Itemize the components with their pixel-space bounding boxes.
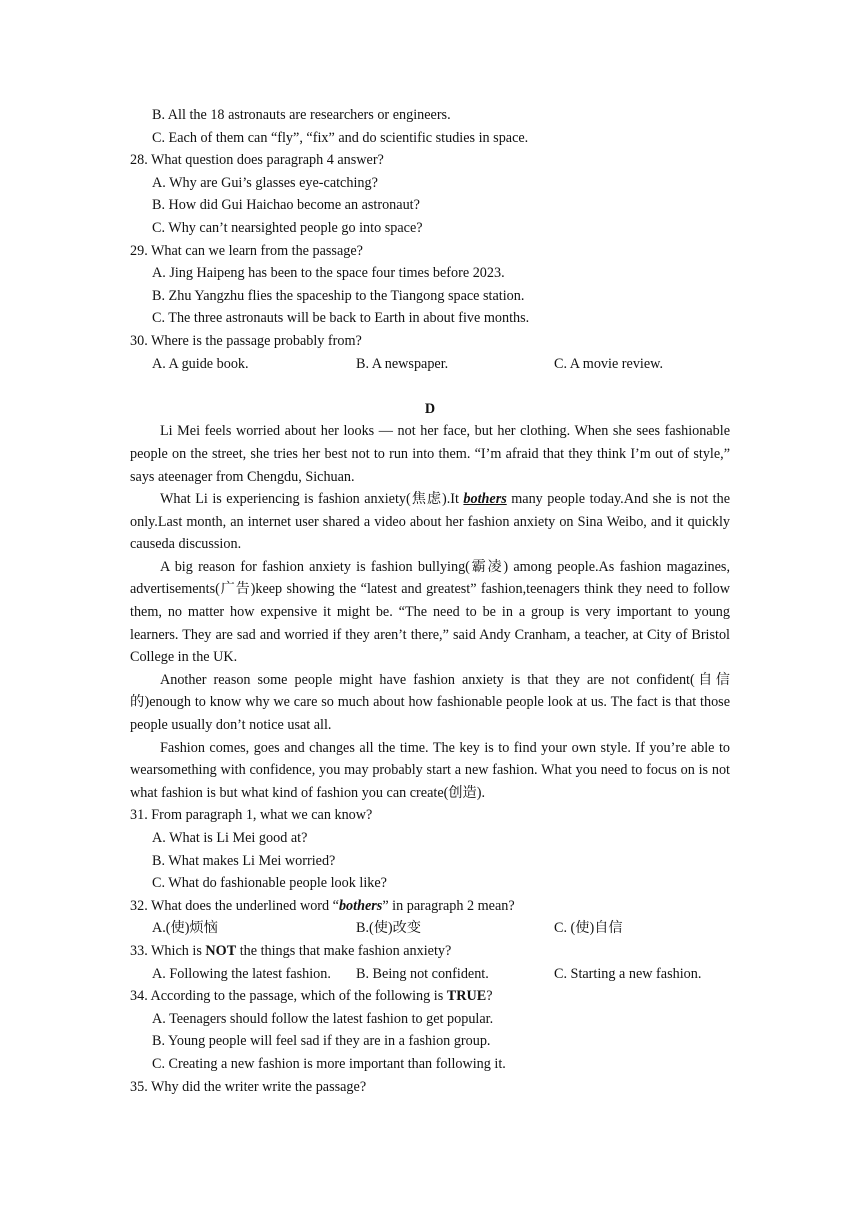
- q30-option-b: B. A newspaper.: [356, 355, 449, 372]
- q34-stem-before: 34. According to the passage, which of the following is: [130, 988, 447, 1005]
- q31-option-a: A. What is Li Mei good at?: [152, 830, 308, 846]
- q30-option-a: A. A guide book.: [152, 355, 249, 372]
- passage-paragraph-2: [130, 488, 730, 556]
- q33-stem-after: the things that make fashion anxiety?: [236, 942, 452, 959]
- q28-stem: 28. What question does paragraph 4 answer?: [130, 152, 384, 169]
- q28-option-a: A. Why are Gui’s glasses eye-catching?: [152, 174, 378, 191]
- q31-option-b: B. What makes Li Mei worried?: [152, 852, 336, 869]
- q32-option-a: A.(使)烦恼: [152, 920, 218, 937]
- q34-option-b: B. Young people will feel sad if they are in a fashion group.: [152, 1033, 491, 1050]
- q29-option-c: C. The three astronauts will be back to Earth in about five months.: [152, 310, 530, 327]
- q28-option-c: C. Why can’t nearsighted people go into space?: [152, 219, 423, 236]
- section-title: D: [424, 400, 436, 417]
- q29-stem: 29. What can we learn from the passage?: [130, 242, 363, 259]
- q34-stem-after: ?: [486, 988, 493, 1005]
- q33-option-a: A. Following the latest fashion.: [152, 965, 331, 982]
- q33-option-c: C. Starting a new fashion.: [554, 965, 702, 982]
- q32-options: [130, 917, 730, 940]
- q33-options: [130, 963, 730, 986]
- q31-stem: 31. From paragraph 1, what we can know?: [130, 807, 373, 824]
- p2-text-before: What Li is experiencing is fashion anxiety(焦虑).It: [160, 491, 464, 508]
- q33-stem-bold: NOT: [205, 942, 237, 959]
- passage-paragraph-3: A big reason for fashion anxiety is fashion bullying(霸凌) among people.As fashion magazines, advertisements(广告)keep showing the “latest and greatest” fashion,teenagers think they need to follow them, no matter how expensive it might be. “The need to be in a group is very important to young learners. They are sad and worried if they aren’t there,” said Andy Cranham, a teacher, at City of Bristol College in the UK.: [130, 558, 730, 666]
- q32-option-c: C. (使)自信: [554, 920, 623, 937]
- q30-stem: 30. Where is the passage probably from?: [130, 332, 362, 349]
- exam-page: [130, 104, 730, 1098]
- q34-stem: [130, 985, 730, 1008]
- q31-option-c: C. What do fashionable people look like?: [152, 875, 387, 892]
- q34-option-a: A. Teenagers should follow the latest fashion to get popular.: [152, 1010, 494, 1027]
- q29-option-b: B. Zhu Yangzhu flies the spaceship to the Tiangong space station.: [152, 287, 525, 304]
- q28-option-b: B. How did Gui Haichao become an astronaut?: [152, 197, 420, 214]
- q32-stem-after: ” in paragraph 2 mean?: [382, 897, 515, 914]
- q33-option-b: B. Being not confident.: [356, 965, 489, 982]
- passage-paragraph-1: Li Mei feels worried about her looks — not her face, but her clothing. When she sees fashionable people on the street, she tries her best not to run into them. “I’m afraid that they think I’m out of style,” says ateenager from Chengdu, Sichuan.: [130, 423, 730, 485]
- q27-option-c: C. Each of them can “fly”, “fix” and do scientific studies in space.: [152, 129, 529, 146]
- q27-option-b: B. All the 18 astronauts are researchers or engineers.: [152, 107, 451, 123]
- q32-stem-word: bothers: [338, 897, 383, 914]
- q34-stem-bold: TRUE: [446, 988, 487, 1005]
- q32-option-b: B.(使)改变: [356, 920, 422, 937]
- q34-option-c: C. Creating a new fashion is more important than following it.: [152, 1055, 506, 1072]
- passage-paragraph-5: Fashion comes, goes and changes all the time. The key is to find your own style. If you’re able to wearsomething with confidence, you may probably start a new fashion. What you need to focus on is not what fashion is but what kind of fashion you can create(创造).: [130, 739, 730, 801]
- q29-option-a: A. Jing Haipeng has been to the space four times before 2023.: [152, 265, 505, 282]
- passage-paragraph-4: Another reason some people might have fashion anxiety is that they are not confident(自信的)enough to know why we care so much about how fashionable people look at us. The fact is that those people usually don’t notice usat all.: [130, 671, 730, 734]
- q32-stem: [130, 895, 730, 918]
- q35-stem: 35. Why did the writer write the passage?: [130, 1078, 367, 1095]
- q30-option-c: C. A movie review.: [554, 355, 664, 372]
- q33-stem: [130, 940, 730, 963]
- q33-stem-before: 33. Which is: [130, 942, 206, 959]
- underlined-word-bothers: bothers: [463, 491, 507, 508]
- q32-stem-before: 32. What does the underlined word “: [130, 897, 339, 914]
- q30-options: [130, 353, 730, 376]
- p2-text-after: many people today.And she is not the only.Last month, an internet user shared a video about her fashion anxiety on Sina Weibo, and it quickly causeda discussion.: [130, 491, 730, 553]
